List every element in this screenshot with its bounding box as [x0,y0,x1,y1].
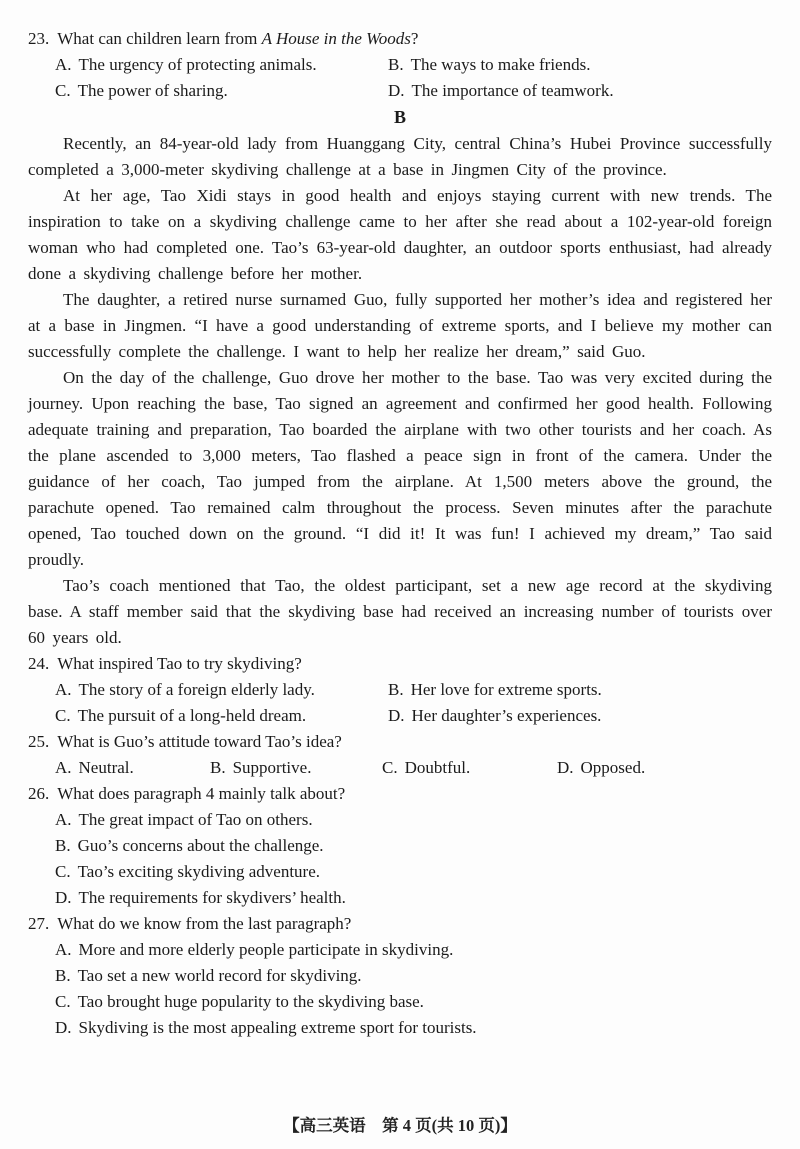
option-27-a-text: More and more elderly people participate in skydiving. [78,940,454,959]
option-25-a-text: Neutral. [78,758,134,777]
option-26-b-text: Guo’s concerns about the challenge. [77,836,324,855]
option-27-c-text: Tao brought huge popularity to the skydiving base. [77,992,424,1011]
option-23-a-label: A. [55,55,72,74]
option-27-d [55,1015,772,1041]
option-23-d-text: The importance of teamwork. [411,81,614,100]
option-24-c-text: The pursuit of a long-held dream. [77,706,307,725]
question-26-text: What does paragraph 4 mainly talk about? [57,784,346,803]
option-23-b-label: B. [388,55,404,74]
question-26 [28,781,772,911]
passage-paragraph-3: The daughter, a retired nurse surnamed Guo, fully supported her mother’s idea and registered her at a base in Jingmen. “I have a good understanding of extreme sports, and I believe my mother can successfully complete the challenge. I want to help her realize her dream,” said Guo. [28,290,772,361]
option-25-c-text: Doubtful. [404,758,471,777]
question-27-options [55,937,772,1041]
option-23-c [55,78,388,104]
option-27-c-label: C. [55,992,71,1011]
option-26-b [55,833,772,859]
option-26-d [55,885,772,911]
question-25-text: What is Guo’s attitude toward Tao’s idea? [57,732,342,751]
section-header-b: B [393,107,406,127]
option-26-c-text: Tao’s exciting skydiving adventure. [77,862,321,881]
option-24-b-label: B. [388,680,404,699]
option-24-a [55,677,388,703]
reading-passage-b [28,131,772,651]
option-27-b-label: B. [55,966,71,985]
option-25-b-text: Supportive. [232,758,312,777]
option-25-d [557,755,645,781]
option-23-d-label: D. [388,81,405,100]
option-26-a-text: The great impact of Tao on others. [78,810,313,829]
option-27-a-label: A. [55,940,72,959]
option-24-d [388,703,772,729]
option-26-a-label: A. [55,810,72,829]
option-27-d-label: D. [55,1018,72,1037]
option-27-c [55,989,772,1015]
option-24-a-label: A. [55,680,72,699]
option-23-d [388,78,772,104]
option-26-d-label: D. [55,888,72,907]
book-title-italic: A House in the Woods [261,29,411,48]
passage-paragraph-4: On the day of the challenge, Guo drove her mother to the base. Tao was very excited during the journey. Upon reaching the base, Tao signed an agreement and confirmed her good health. Following adequate training and preparation, Tao boarded the airplane with two other tourists and her coach. As the plane ascended to 3,000 meters, Tao flashed a peace sign in front of the camera. Under the guidance of her coach, Tao jumped from the airplane. At 1,500 meters above the ground, the parachute opened. Tao remained calm throughout the process. Seven minutes after the parachute opened, Tao touched down on the ground. “I did it! It was fun! I achieved my dream,” Tao said proudly. [28,368,772,569]
question-23-text-prefix: What can children learn from [57,29,262,48]
page-footer: 【高三英语 第 4 页(共 10 页)】 [283,1116,517,1135]
option-24-d-label: D. [388,706,405,725]
question-23-options [55,52,772,104]
option-23-b [388,52,772,78]
option-26-b-label: B. [55,836,71,855]
question-27-number: 27. [28,914,50,933]
option-24-a-text: The story of a foreign elderly lady. [78,680,315,699]
question-25-number: 25. [28,732,50,751]
option-23-c-label: C. [55,81,71,100]
question-23-text-suffix: ? [410,29,419,48]
option-27-b-text: Tao set a new world record for skydiving. [77,966,362,985]
option-25-a [55,755,210,781]
option-25-c-label: C. [382,758,398,777]
option-27-b [55,963,772,989]
option-25-b-label: B. [210,758,226,777]
question-24 [28,651,772,729]
question-27 [28,911,772,1041]
option-23-b-text: The ways to make friends. [410,55,591,74]
option-24-d-text: Her daughter’s experiences. [411,706,602,725]
option-24-b-text: Her love for extreme sports. [410,680,602,699]
option-25-d-label: D. [557,758,574,777]
option-25-d-text: Opposed. [580,758,646,777]
question-25 [28,729,772,781]
passage-paragraph-2: At her age, Tao Xidi stays in good health and enjoys staying current with new trends. The inspiration to take on a skydiving challenge came to her after she read about a 102-year-old foreign woman who had completed one. Tao’s 63-year-old daughter, an outdoor sports enthusiast, had already done a skydiving challenge before her mother. [28,186,772,283]
question-23-number: 23. [28,29,50,48]
option-23-a [55,52,388,78]
option-24-c-label: C. [55,706,71,725]
question-26-options [55,807,772,911]
question-26-number: 26. [28,784,50,803]
option-27-a [55,937,772,963]
option-23-c-text: The power of sharing. [77,81,228,100]
passage-paragraph-5: Tao’s coach mentioned that Tao, the oldest participant, set a new age record at the skydiving base. A staff member said that the skydiving base had received an increasing number of tourists over 60 years old. [28,576,772,647]
option-24-c [55,703,388,729]
option-26-a [55,807,772,833]
option-26-d-text: The requirements for skydivers’ health. [78,888,346,907]
option-23-a-text: The urgency of protecting animals. [78,55,317,74]
option-26-c-label: C. [55,862,71,881]
option-27-d-text: Skydiving is the most appealing extreme sport for tourists. [78,1018,477,1037]
question-27-text: What do we know from the last paragraph? [57,914,352,933]
question-24-options [55,677,772,729]
question-23-text [57,26,418,52]
question-25-options [55,755,772,781]
option-25-a-label: A. [55,758,72,777]
option-25-b [210,755,382,781]
question-24-number: 24. [28,654,50,673]
question-24-text: What inspired Tao to try skydiving? [57,654,302,673]
option-25-c [382,755,557,781]
option-26-c [55,859,772,885]
question-23 [28,26,772,104]
option-24-b [388,677,772,703]
passage-paragraph-1: Recently, an 84-year-old lady from Huanggang City, central China’s Hubei Province successfully completed a 3,000-meter skydiving challenge at a base in Jingmen City of the province. [28,134,772,179]
